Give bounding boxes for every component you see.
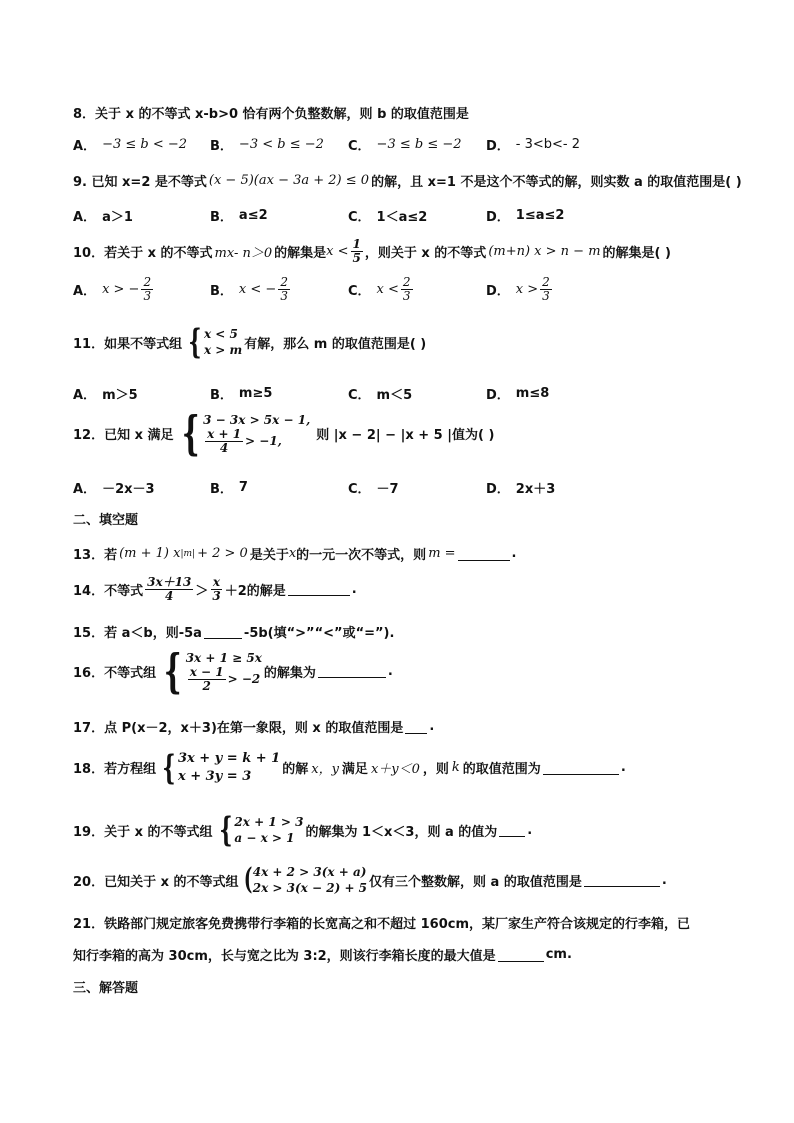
question-21-line-2: 知行李箱的高为 30cm，长与宽之比为 3:2，则该行李箱长度的最大值是 cm.	[73, 947, 572, 964]
q8-option-d[interactable]: D． - 3<b<- 2	[486, 137, 581, 154]
q11-option-a[interactable]: A． m＞5	[73, 388, 138, 403]
question-12: 12．已知 x 满足 { 3 − 3x > 5x − 1, $\frac{x + 1}{4}$ > −1, 则 |x − 2| − |x + 5 |值为( )	[73, 406, 495, 460]
q19-answer-blank[interactable]	[499, 823, 525, 837]
q15-answer-blank[interactable]	[204, 625, 242, 639]
question-11: 11．如果不等式组 { x < 5 x > m 有解，那么 m 的取值范围是( )	[73, 322, 427, 362]
q10-solution-fraction: $\frac{1}{5}$	[352, 237, 361, 265]
question-17: 17．点 P(x－2，x＋3)在第一象限，则 x 的取值范围是 .	[73, 719, 435, 736]
q11-option-d[interactable]: D． m≤8	[486, 386, 550, 403]
q12-option-c[interactable]: C． －7	[348, 482, 399, 497]
question-18: 18．若方程组 { 3x + y = k + 1 x + 3y = 3 的解 x，y 满足 x＋y＜0 ，则 k 的取值范围为 .	[73, 747, 626, 788]
q20-answer-blank[interactable]	[584, 873, 660, 887]
brace-icon: {	[162, 747, 176, 788]
q11-inequality-system: { x < 5 x > m	[188, 322, 243, 362]
q10-inequality-1: mx- n＞0	[214, 245, 273, 261]
q12-option-a[interactable]: A． －2x－3	[73, 482, 155, 497]
question-10: 10．若关于 x 的不等式 mx- n＞0 的解集是 x < $\frac{1}{5}$ ，则关于 x 的不等式 (m+n) x > n − m 的解集是( )	[73, 237, 671, 265]
q9-option-c[interactable]: C． 1＜a≤2	[348, 210, 428, 225]
question-14: 14．不等式 $\frac{3x+13}{4}$ ＞ $\frac{x}{3}$ ＋2 的解是 .	[73, 575, 357, 603]
q16-answer-blank[interactable]	[318, 664, 386, 678]
q20-inequality-system: ( 4x + 2 > 3(x + a) 2x > 3(x − 2) + 5	[243, 862, 368, 898]
question-21-line-1: 21．铁路部门规定旅客免费携带行李箱的长宽高之和不超过 160cm，某厂家生产符合该规定的行李箱，已	[73, 917, 691, 932]
question-13: 13．若 (m + 1) x |m| + 2 > 0 是关于 x 的一元一次不等式，则 m = .	[73, 546, 517, 563]
q9-inequality: (x − 5)(ax − 3a + 2) ≤ 0	[208, 173, 370, 188]
paren-icon: (	[243, 862, 252, 898]
q21-answer-blank[interactable]	[498, 948, 544, 962]
q10-option-d[interactable]: D． x > $\frac{2}{3}$	[486, 275, 550, 303]
q19-inequality-system: { 2x + 1 > 3 a − x > 1	[218, 810, 304, 850]
question-16: 16．不等式组 { 3x + 1 ≥ 5x $\frac{x - 1}{2}$ > −2 的解集为 .	[73, 644, 393, 698]
q8-option-b[interactable]: B． −3 < b ≤ −2	[210, 137, 324, 154]
q12-option-d[interactable]: D． 2x＋3	[486, 482, 556, 497]
q12-option-b[interactable]: B． 7	[210, 480, 248, 497]
q8-option-a[interactable]: A． −3 ≤ b < −2	[73, 137, 188, 154]
q10-option-b[interactable]: B． x < − $\frac{2}{3}$	[210, 275, 288, 303]
q10-option-c[interactable]: C． x < $\frac{2}{3}$	[348, 275, 411, 303]
question-8	[73, 103, 469, 122]
q10-inequality-2: (m+n) x > n − m	[488, 243, 601, 259]
q14-answer-blank[interactable]	[288, 582, 350, 596]
q18-answer-blank[interactable]	[543, 761, 619, 775]
q8-option-c[interactable]: C． −3 ≤ b ≤ −2	[348, 137, 462, 154]
brace-icon: {	[164, 644, 182, 698]
q18-equation-system: { 3x + y = k + 1 x + 3y = 3	[162, 747, 281, 788]
q9-option-b[interactable]: B． a≤2	[210, 208, 268, 225]
q17-answer-blank[interactable]	[405, 720, 427, 734]
q11-option-b[interactable]: B． m≥5	[210, 386, 273, 403]
question-19: 19．关于 x 的不等式组 { 2x + 1 > 3 a − x > 1 的解集为 1＜x＜3，则 a 的值为 .	[73, 810, 533, 850]
q12-inequality-system: { 3 − 3x > 5x − 1, $\frac{x + 1}{4}$ > −1,	[181, 406, 311, 460]
section-title-solve: 三、解答题	[73, 981, 139, 996]
brace-icon: {	[218, 810, 233, 850]
question-20: 20．已知关于 x 的不等式组 ( 4x + 2 > 3(x + a) 2x > 3(x − 2) + 5 仅有三个整数解，则 a 的取值范围是 .	[73, 862, 667, 898]
q9-option-a[interactable]: A． a＞1	[73, 210, 133, 225]
brace-icon: {	[181, 406, 200, 460]
q16-inequality-system: { 3x + 1 ≥ 5x $\frac{x - 1}{2}$ > −2	[164, 644, 262, 698]
brace-icon: {	[188, 322, 202, 362]
section-title-fill-in: 二、填空题	[73, 513, 139, 528]
question-8-stem: 8．关于 x 的不等式 x-b>0 恰有两个负整数解，则 b 的取值范围是	[73, 107, 469, 122]
question-9: 9. 已知 x=2 是不等式 (x − 5)(ax − 3a + 2) ≤ 0 的解，且 x=1 不是这个不等式的解，则实数 a 的取值范围是( )	[73, 173, 742, 190]
q13-answer-blank[interactable]	[458, 547, 510, 561]
q9-option-d[interactable]: D． 1≤a≤2	[486, 208, 565, 225]
q11-option-c[interactable]: C． m＜5	[348, 388, 413, 403]
q10-option-a[interactable]: A． x > − $\frac{2}{3}$	[73, 275, 152, 303]
question-15: 15．若 a＜b，则-5a -5b(填“>”“<”或“=”).	[73, 626, 395, 641]
